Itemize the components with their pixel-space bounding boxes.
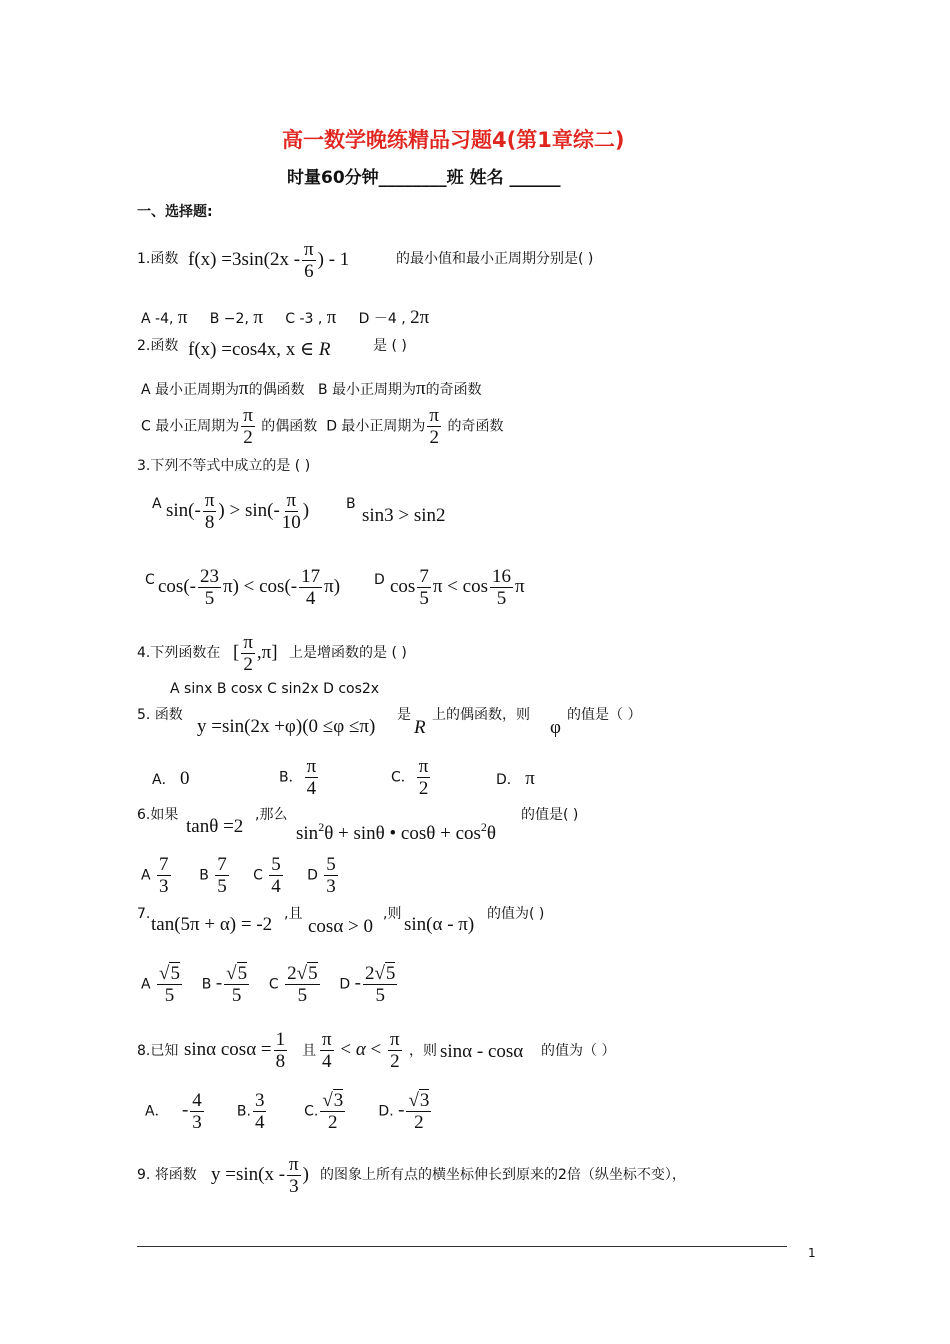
question-3-option-a: sin(- $\frac{\pi}{8}$ ) > sin(- $\frac{\pi}{10}$ ) — [166, 490, 310, 533]
question-8-stem-mid2: ，则 — [409, 1043, 437, 1059]
page-number: 1 — [808, 1246, 816, 1260]
question-1-stem-end: 的最小值和最小正周期分别是( ) — [396, 251, 594, 267]
question-4-options: A sinx B cosx C sin2x D cos2x — [170, 681, 380, 697]
question-8-options: A． - $\frac{4}{3}$ B. $\frac{3}{4}$ C. $\frac{√3}{2}$ D. - $\frac{√3}{2}$ — [145, 1090, 430, 1133]
section-heading: 一、选择题: — [137, 204, 213, 220]
page-title: 高一数学晚练精品习题4(第1章综二) — [282, 128, 625, 152]
question-7-condition-1: tan(5π + α) = -2 — [151, 914, 273, 935]
question-7-stem-mid2: ,则 — [383, 906, 402, 922]
question-5-stem-mid: 是 — [397, 707, 411, 723]
question-9-formula: y =sin(x - $\frac{\pi}{3}$ ) — [211, 1154, 309, 1197]
question-5-option-b: B． $\frac{\pi}{4}$ — [279, 756, 317, 799]
question-8-range: $\frac{\pi}{4}$ < α < $\frac{\pi}{2}$ — [322, 1029, 400, 1072]
question-7-options: A $\frac{√5}{5}$ B - $\frac{√5}{5}$ C $\frac{2√5}{5}$ D - $\frac{2√5}{5}$ — [141, 963, 396, 1006]
question-9-stem-end: 的图象上所有点的横坐标伸长到原来的2倍（纵坐标不变）， — [320, 1167, 686, 1183]
question-8-stem-end: 的值为（ ） — [541, 1043, 616, 1059]
question-5-option-c: C． $\frac{\pi}{2}$ — [391, 756, 429, 799]
question-7-number: 7. — [137, 906, 151, 922]
question-3-option-d: cos $\frac{7}{5}$ π < cos $\frac{16}{5}$ π — [390, 566, 525, 609]
question-2-options-ab: A 最小正周期为π的偶函数 B 最小正周期为π的奇函数 — [141, 378, 482, 399]
question-3-label-d: D — [374, 572, 385, 588]
question-3-label-c: C — [145, 572, 155, 588]
question-7-target: sin(α - π) — [404, 914, 475, 935]
question-6-stem-mid: ,那么 — [255, 807, 288, 823]
question-6-stem-start: 6.如果 — [137, 807, 179, 823]
question-6-expression: $\sin^2\theta + \sin\theta$ • $\cos\theta + \cos^2\theta$ — [296, 820, 497, 844]
question-5-option-a: A． 0 — [152, 768, 190, 789]
question-9-stem-start: 9. 将函数 — [137, 1167, 197, 1183]
question-2-stem-end: 是 ( ) — [373, 338, 407, 354]
question-5-option-d: D． π — [496, 768, 535, 789]
footer-divider — [137, 1246, 787, 1247]
question-2-number: 2.函数 — [137, 338, 179, 354]
question-8-stem-start: 8.已知 — [137, 1043, 179, 1059]
question-5-R: R — [414, 717, 426, 738]
question-5-stem-start: 5. 函数 — [137, 707, 183, 723]
question-5-stem-end: 的值是（ ） — [567, 707, 642, 723]
question-1-number: 1.函数 — [137, 251, 179, 267]
question-7-stem-mid: ,且 — [284, 906, 303, 922]
question-8-target: sinα - cosα — [440, 1041, 524, 1062]
question-6-options: A $\frac{7}{3}$ B $\frac{7}{5}$ C $\frac{5}{4}$ D $\frac{5}{3}$ — [141, 854, 336, 897]
question-6-stem-end: 的值是( ) — [521, 807, 579, 823]
question-1-options: A -4, π B −2, π C -3 , π D －4 , 2π — [141, 307, 430, 328]
question-8-stem-mid: 且 — [302, 1043, 316, 1059]
page-subtitle: 时量60分钟________班 姓名 ______ — [287, 168, 561, 188]
question-6-condition: tanθ =2 — [186, 816, 244, 837]
question-3-option-b: sin3 > sin2 — [362, 505, 446, 526]
question-3-label-a: A — [152, 496, 162, 512]
question-4-stem-start: 4.下列函数在 — [137, 645, 221, 661]
question-5-formula: y =sin(2x +φ)(0 ≤φ ≤π) — [197, 716, 376, 737]
question-4-interval: [ $\frac{\pi}{2}$ ,π] — [233, 632, 278, 675]
question-1-formula: f(x) =3sin(2x - $\frac{\pi}{6}$ ) - 1 — [188, 239, 350, 282]
question-2-formula: f(x) =cos4x, x ∈ R — [188, 339, 331, 360]
question-5-phi: φ — [550, 717, 561, 738]
question-2-options-cd: C 最小正周期为 $\frac{\pi}{2}$ 的偶函数 D 最小正周期为 $\frac{\pi}{2}$ 的奇函数 — [141, 405, 504, 448]
question-7-stem-end: 的值为( ) — [487, 906, 545, 922]
question-4-stem-end: 上是增函数的是 ( ) — [289, 645, 407, 661]
question-3-option-c: cos(- $\frac{23}{5}$ π) < cos(- $\frac{17}{4}$ π) — [158, 566, 341, 609]
question-7-condition-2: cosα > 0 — [308, 916, 373, 937]
question-8-condition: sinα cosα = $\frac{1}{8}$ — [184, 1029, 286, 1072]
question-3-label-b: B — [346, 496, 356, 512]
question-5-stem-mid2: 上的偶函数，则 — [432, 707, 530, 723]
question-3-stem: 3.下列不等式中成立的是 ( ) — [137, 458, 311, 474]
